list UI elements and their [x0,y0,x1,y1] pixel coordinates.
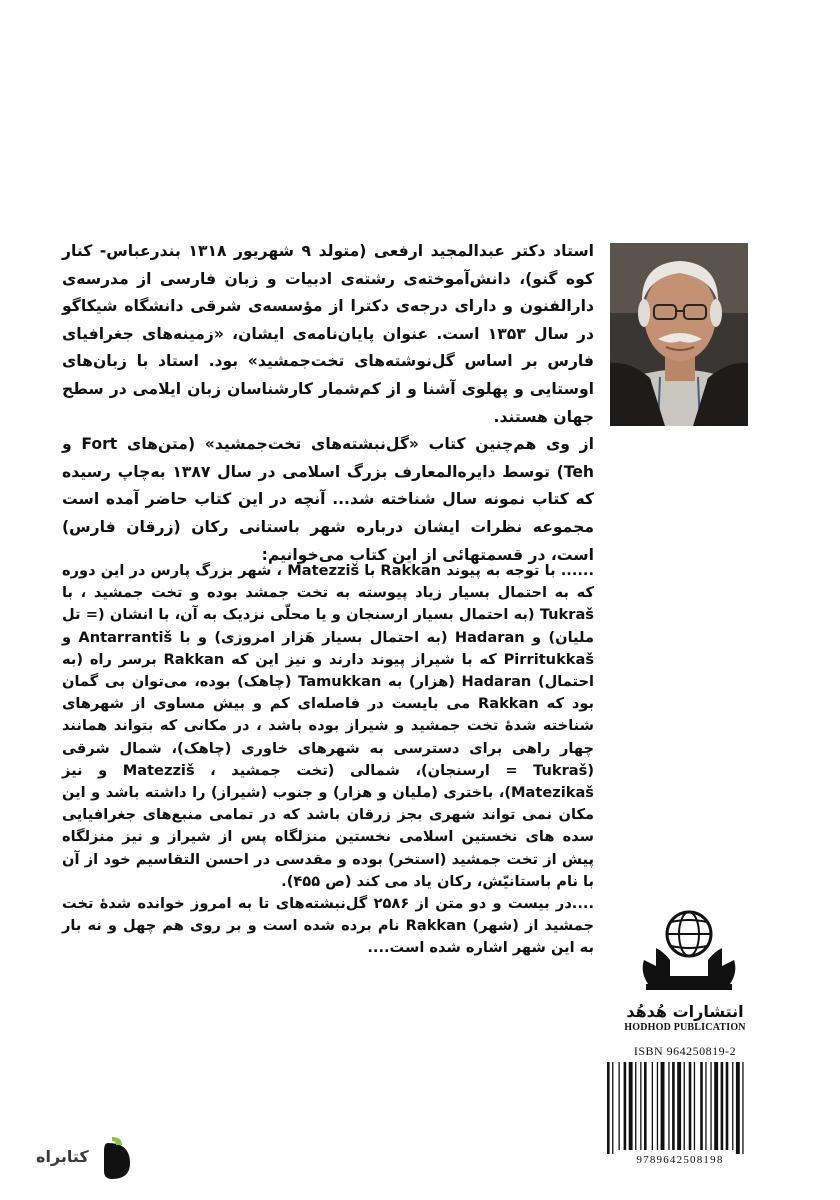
publisher-name-en: HODHOD PUBLICATION [624,1022,746,1033]
publisher-name-fa: انتشارات هُدهُد [626,1002,744,1021]
bio-paragraph-1: استاد دکتر عبدالمجید ارفعی (متولد ۹ شهریور ۱۳۱۸ بندرعباس- کنار کوه گنو)، دانش‌آموخته‌ی رشته‌ی ادبیات و زبان فارسی از مدرسه‌ی دارالفنون و دارای درجه‌ی دکترا از مؤسسه‌ی شرقی دانشگاه شیکاگو در سال ۱۳۵۳ است. عنوان پایان‌نامه‌ی ایشان، «زمینه‌های جغرافیای فارس بر اساس گل‌نوشته‌های تخت‌جمشید» بود. استاد با زبان‌های اوستایی و پهلوی آشنا و از کم‌شمار کارشناسان زبان ایلامی در سطح جهان هستند. [62,242,594,426]
bio-paragraph-2: از وی هم‌چنین کتاب «گل‌نبشته‌های تخت‌جمشید» (متن‌های Fort و Teh) توسط دایره‌المعارف بزرگ اسلامی در سال ۱۳۸۷ به‌چاپ رسیده که کتاب نمونه سال شناخته شد... آنچه در این کتاب حاضر آمده است مجموعه نظرات ایشان درباره شهر باستانی رکان (زرقان فارس) است، در قسمتهائی از این کتاب می‌خوانیم: [62,435,594,564]
isbn-label: ISBN 964250819-2 [633,1044,737,1058]
book-excerpt [62,560,594,960]
barcode-number: 9789642508198 [600,1154,760,1166]
author-bio [62,238,594,569]
excerpt-paragraph-2: ....در بیست و دو متن از ۲۵۸۶ گل‌نبشته‌های تا به امروز خوانده شدهٔ تخت جمشید از (شهر) Rakkan نام برده شده است و بر روی هم چهل و نه بار به این شهر اشاره شده است.... [62,895,595,957]
author-portrait [610,243,748,426]
excerpt-paragraph-1: ...... با توجه به پیوند Rakkan با Matezziš ، شهر بزرگ پارس در این دوره که به احتمال بسیار زیاد پیوسته به تخت جمشد بوده و تخت جمشید ، با Tukraš (به احتمال بسیار ارسنجان و یا محلّی نزدیک به آن، با انشان (= تل ملیان) و Hadaran (به احتمال بسیار هَزار امروزی) و با Antarrantiš و Pirritukkaš که با شیراز پیوند دارند و نیز این که Rakkan برسر راه (به احتمال) Hadaran (هزار) به Tamukkan (چاهک) بوده، می‌توان بی گمان بود که Rakkan می بایست در فاصله‌ای کم و بیش مساوی از شهرهای شناخته شدهٔ تخت جمشید و شیراز بوده باشد ، در مکانی که بتواند همانند چهار راهی برای دسترسی به شهرهای خاوری (چاهک)، شمال شرقی (Tukraš = ارسنجان)، شمالی (تخت جمشید ، Matezziš و نیز Matezikaš)، باختری (ملیان و هزار) و جنوب (شیراز) را داشته باشد و این مکان نمی تواند شهری بجز زرقان باشد که در تمامی منبع‌های جغرافیایی سده های نخستین اسلامی نخستین منزلگاه پس از شیراز و نیز منزلگاه پیش از تخت جمشید (استخر) بوده و مقدسی در احسن التقاسیم خود از آن با نام باستانیّش، رکان یاد می کند (ص ۴۵۵). [62,562,595,890]
ketabrah-logo-text: کتابراه [36,1147,89,1166]
